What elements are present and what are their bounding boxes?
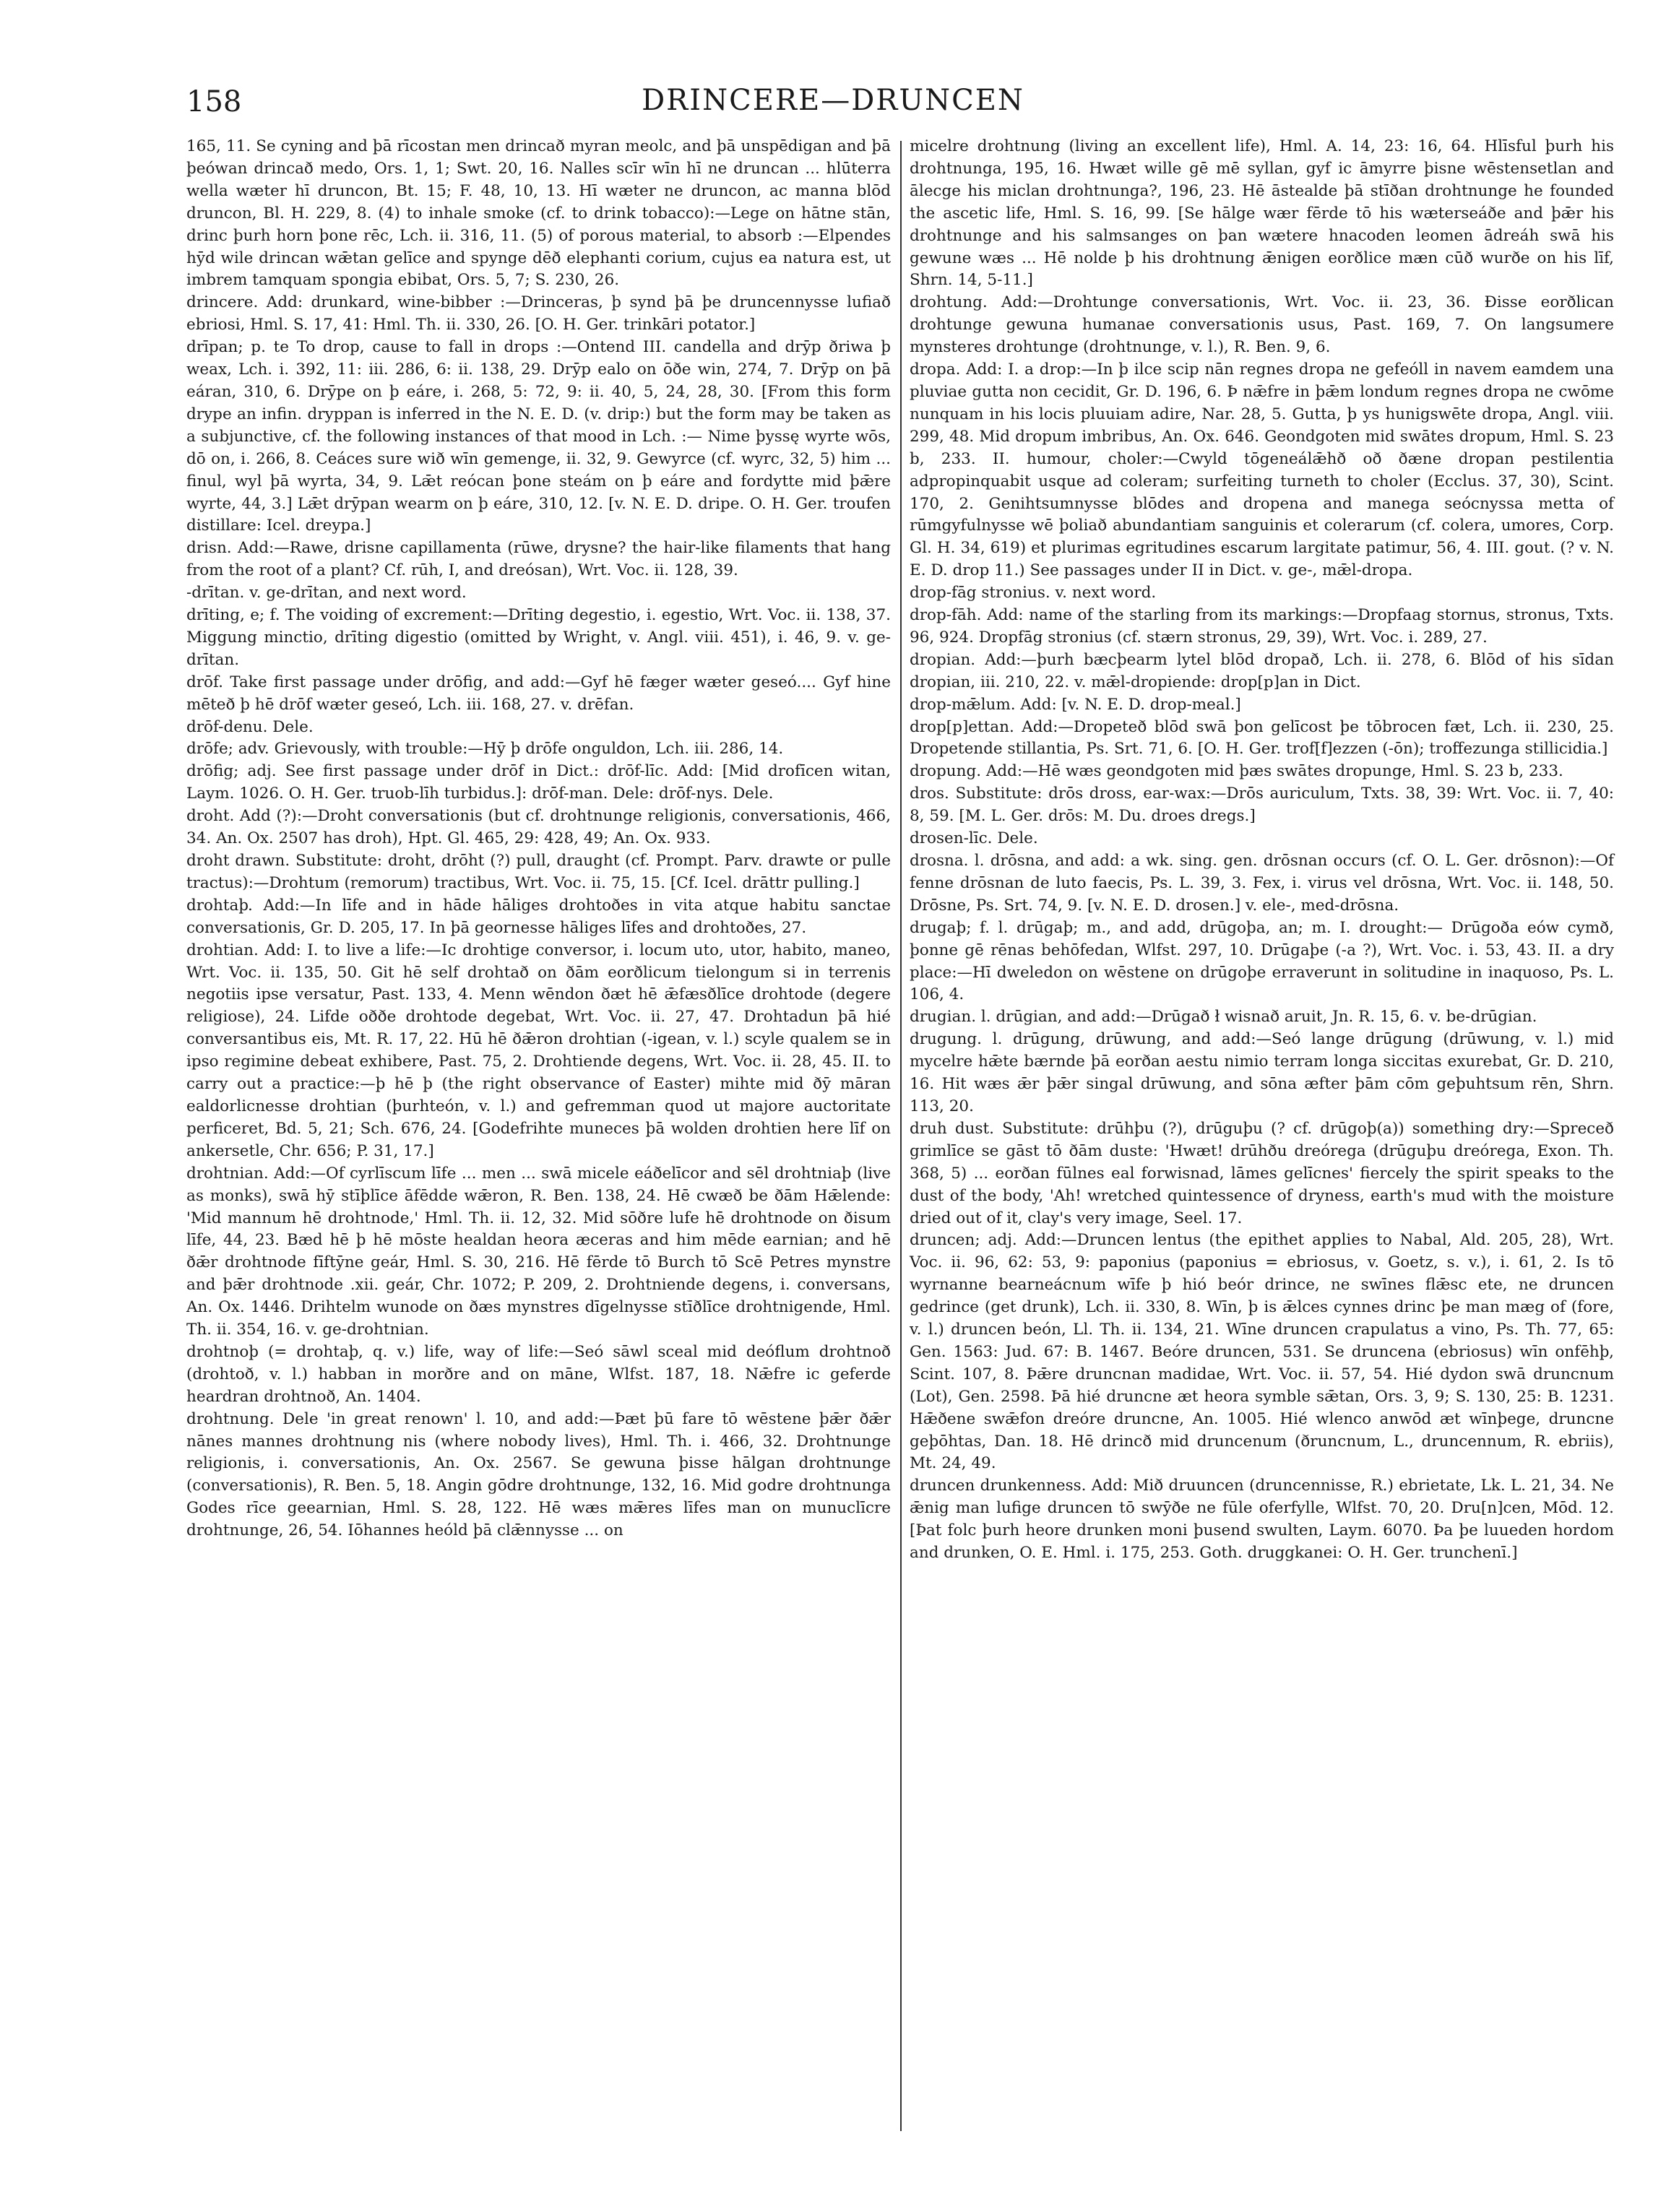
entry-droht-drawn: droht drawn. Substitute: droht, drōht (?) pull, draught (cf. Prompt. Parv. drawte or pulle tractus):—Drohtum (remorum) tractibus, Wrt. Voc. ii. 75, 15. [Cf. Icel. drāttr pulling.] <box>186 852 891 892</box>
entry-druncen-adj: druncen; adj. Add:—Druncen lentus (the epithet applies to Nabal, Ald. 205, 28), Wrt. Voc. ii. 96, 62: 53, 9: paponius (paponius = ebriosus, v. Goetz, s. v.), i. 61, 2. Is tō wyrnanne bearneácnum wīfe þ hió beór drince, ne swīnes flǣsc ete, ne druncen gedrince (get drunk), Lch. ii. 330, 8. Wīn, þ is ǣlces cynnes drinc þe man mæg of (fore, v. l.) druncen beón, Ll. Th. ii. 134, 21. Wīne druncen crapulatus a vino, Ps. Th. 77, 65: Gen. 1563: Jud. 67: B. 1467. Beóre druncen, 531. Se druncena (ebriosus) wīn onfēhþ, Scint. 107, 8. Þǣre druncnan madidae, Wrt. Voc. ii. 57, 54. Hié dydon swā druncnum (Lot), Gen. 2598. Þā hié druncne æt heora symble sǣtan, Ors. 3, 9; S. 130, 25: B. 1231. Hǣðene swǣfon dreóre druncne, An. 1005. Hié wlenco anwōd æt wīnþege, druncne geþōhtas, Dan. 18. Hē drincð mid druncenum (ðruncnum, L., druncennum, R. ebriis), Mt. 24, 49. <box>910 1231 1614 1473</box>
entry-drof-denu: drōf-denu. Dele. <box>186 717 314 736</box>
entry-drincan-continued: 165, 11. Se cyning and þā rīcostan men drincað myran meolc, and þā unspēdigan and þā þeówan drincað medo, Ors. 1, 1; Swt. 20, 16. Nalles scīr wīn hī ne druncan ... hlūterra wella wæter hī druncon, Bt. 15; F. 48, 10, 13. Hī wæter ne druncon, ac manna blōd druncon, Bl. H. 229, 8. (4) to inhale smoke (cf. to drink tobacco):—Lege on hātne stān, drinc þurh horn þone rēc, Lch. ii. 316, 11. (5) of porous material, to absorb :—Elpendes hȳd wile drincan wǣtan gelīce and spynge dēð elephanti corium, cujus ea natura est, ut imbrem tamquam spongia ebibat, Ors. 5, 7; S. 230, 26. <box>186 137 891 290</box>
entry-drohtnian: drohtnian. Add:—Of cyrlīscum līfe ... men ... swā micele eáðelīcor and sēl drohtniaþ (live as monks), swā hȳ stīþlīce āfēdde wǣron, R. Ben. 138, 24. Hē cwæð be ðām Hǣlende: 'Mid mannum hē drohtnode,' Hml. Th. ii. 12, 32. Mid sōðre lufe hē drohtnode on ðisum līfe, 44, 23. Bæd hē þ hē mōste healdan heora æceras and him mēde earnian; and hē ðǣr drohtnode fīftȳne geár, Hml. S. 30, 216. Hē fērde tō Burch tō Scē Petres mynstre and þǣr drohtnode .xii. geár, Chr. 1072; P. 209, 2. Drohtniende degens, i. conversans, An. Ox. 1446. Drihtelm wunode on ðæs mynstres dīgelnysse stīðlīce drohtnigende, Hml. Th. ii. 354, 16. v. ge-drohtnian. <box>186 1164 891 1339</box>
entry-dropian: dropian. Add:—þurh bæcþearm lytel blōd dropað, Lch. ii. 278, 6. Blōd of his sīdan dropian, iii. 210, 22. v. mǣl-dropiende: drop[p]an in Dict. <box>910 650 1614 691</box>
entry-drohtnung: drohtnung. Dele 'in great renown' l. 10, and add:—Þæt þū fare tō wēstene þǣr ðǣr nānes mannes drohtnung nis (where nobody lives), Hml. Th. i. 466, 32. Drohtnunge religionis, i. conversationis, An. Ox. 2567. Se gewuna þisse hālgan drohtnunge (conversationis), R. Ben. 5, 18. Angin gōdre drohtnunge, 132, 16. Mid godre drohtnunga Godes rīce geearnian, Hml. S. 28, 122. Hē wæs mǣres līfes man on munuclīcre drohtnunge, 26, 54. Iōhannes heóld þā clǣnnysse ... on <box>186 1409 891 1540</box>
entry-drop-maelum: drop-mǣlum. Add: [v. N. E. D. drop-meal.] <box>910 695 1241 714</box>
entry-drop-fah: drop-fāh. Add: name of the starling from its markings:—Dropfaag stornus, stronus, Txts. 96, 924. Dropfāg stronius (cf. stærn stronus, 29, 39), Wrt. Voc. i. 289, 27. <box>910 606 1614 647</box>
entry-druncen-noun: druncen drunkenness. Add: Mið druuncen (druncennisse, R.) ebrietate, Lk. L. 21, 34. Ne ǣnig man lufige druncen tō swȳðe ne fūle oferfylle, Wlfst. 70, 20. Dru[n]cen, Mōd. 12. [Þat folc þurh heore drunken moni þusend swulten, Laym. 6070. Þa þe luueden hordom and drunken, O. E. Hml. i. 175, 253. Goth. druggkanei: O. H. Ger. trunchenī.] <box>910 1477 1614 1563</box>
entry-drugap: drugaþ; f. l. drūgaþ; m., and add, drūgoþa, an; m. I. drought:— Drūgoða eów cymð, þonne gē rēnas behōfedan, Wlfst. 297, 10. Drūgaþe (-a ?), Wrt. Voc. i. 53, 43. II. a dry place:—Hī dweledon on wēstene on drūgoþe erraverunt in solitudine in inaquoso, Ps. L. 106, 4. <box>910 918 1614 1004</box>
entry-drugian: drugian. l. drūgian, and add:—Drūgað ł wisnað aruit, Jn. R. 15, 6. v. be-drūgian. <box>910 1008 1537 1027</box>
entry-drohtung: drohtung. Add:—Drohtunge conversationis, Wrt. Voc. ii. 23, 36. Ðisse eorðlican drohtunge gewuna humanae conversationis usus, Past. 169, 7. On langsumere mynsteres drohtunge (drohtnunge, v. l.), R. Ben. 9, 6. <box>910 293 1614 357</box>
entry-drop-fag: drop-fāg stronius. v. next word. <box>910 584 1157 602</box>
page-number: 158 <box>186 85 242 118</box>
entry-drofig: drōfig; adj. See first passage under drōf in Dict.: drōf-līc. Add: [Mid drofīcen witan, Laym. 1026. O. H. Ger. truob-līh turbidus.]: drōf-man. Dele: drōf-nys. Dele. <box>186 762 891 803</box>
column-divider <box>900 141 902 2131</box>
entry-droppettan: drop[p]ettan. Add:—Dropeteð blōd swā þon gelīcost þe tōbrocen fæt, Lch. ii. 230, 25. Dropetende stillantia, Ps. Srt. 71, 6. [O. H. Ger. trof[f]ezzen (-ōn); troffezunga stillicidia.] <box>910 717 1614 759</box>
entry-drosna: drosna. l. drōsna, and add: a wk. sing. gen. drōsnan occurs (cf. O. L. Ger. drōsnon):—Of fenne drōsnan de luto faecis, Ps. L. 39, 3. Fex, i. virus vel drōsna, Wrt. Voc. ii. 148, 50. Drōsne, Ps. Srt. 74, 9. [v. N. E. D. drosen.] v. ele-, med-drōsna. <box>910 852 1614 915</box>
entry-drugung: drugung. l. drūgung, drūwung, and add:—Seó lange drūgung (drūwung, v. l.) mid mycelre hǣte bærnde þā eorðan aestu nimio terram longa siccitas exurebat, Gr. D. 210, 16. Hit wæs ǣr þǣr singal drūwung, and sōna æfter þām cōm geþuhtsum rēn, Shrn. 113, 20. <box>910 1030 1614 1115</box>
entry-drohtap: drohtaþ. Add:—In līfe and in hāde hāliges drohtoðes in vita atque habitu sanctae conversationis, Gr. D. 205, 17. In þā geornesse hāliges līfes and drohtoðes, 27. <box>186 896 891 937</box>
entry-drincere: drincere. Add: drunkard, wine-bibber :—Drinceras, þ synd þā þe druncennysse lufiað ebriosi, Hml. S. 17, 41: Hml. Th. ii. 330, 26. [O. H. Ger. trinkāri potator.] <box>186 293 891 334</box>
entry-drohtnung-continued: micelre drohtnung (living an excellent life), Hml. A. 14, 23: 16, 64. Hlīsful þurh his drohtnunga, 195, 16. Hwæt wille gē mē syllan, gyf ic āmyrre þisne wēstensetlan and ālecge his miclan drohtnunga?, 196, 23. Hē āstealde þā stīðan drohtnunge he founded the ascetic life, Hml. S. 16, 99. [Se hālge wær fērde tō his wæterseáðe and þǣr his drohtnunge and his salmsanges on þan wætere hnacoden leomen ādreáh swā his gewune wæs ... Hē nolde þ his drohtnung ǣnigen eorðlice mæn cūð wurðe on his līf, Shrn. 14, 5-11.] <box>910 137 1614 290</box>
entry-dros: dros. Substitute: drōs dross, ear-wax:—Drōs auriculum, Txts. 38, 39: Wrt. Voc. ii. 7, 40: 8, 59. [M. L. Ger. drōs: M. Du. droes dregs.] <box>910 785 1614 826</box>
right-column <box>910 136 1614 1565</box>
entry-drosen-lic: drosen-līc. Dele. <box>910 829 1038 848</box>
entry-drof: drōf. Take first passage under drōfig, and add:—Gyf hē fæger wæter geseó.... Gyf hine mēteð þ hē drōf wæter geseó, Lch. iii. 168, 27. v. drēfan. <box>186 673 891 714</box>
entry-drisn: drisn. Add:—Rawe, drisne capillamenta (rūwe, drysne? the hair-like filaments that hang from the root of a plant? Cf. rūh, I, and dreósan), Wrt. Voc. ii. 128, 39. <box>186 539 891 580</box>
entry-druh: druh dust. Substitute: drūhþu (?), drūguþu (? cf. drūgoþ(a)) something dry:—Spreceð grimlīce se gāst tō ðām duste: 'Hwæt! drūhðu dreórega (drūguþu dreórega, Exon. Th. 368, 5) ... eorðan fūlnes eal forwisnad, lāmes gelīcnes' fiercely the spirit speaks to the dust of the body, 'Ah! wretched quintessence of dryness, earth's mud with the moisture dried out of it, clay's very image, Seel. 17. <box>910 1119 1614 1227</box>
entry-dropung: dropung. Add:—Hē wæs geondgoten mid þæs swātes dropunge, Hml. S. 23 b, 233. <box>910 762 1563 781</box>
entry-drohtian: drohtian. Add: I. to live a life:—Ic drohtige conversor, i. locum uto, utor, habito, maneo, Wrt. Voc. ii. 135, 50. Git hē self drohtað on ðām eorðlicum tielongum si in terrenis negotiis ipse versatur, Past. 133, 4. Menn wēndon ðæt hē ǣfæsðlīce drohtode (degere religiose), 24. Lifde oððe drohtode degebat, Wrt. Voc. ii. 27, 47. Drohtadun þā hié conversantibus eis, Mt. R. 17, 22. Hū hē ðǣron drohtian (-igean, v. l.) scyle qualem se in ipso regimine debeat exhibere, Past. 75, 2. Drohtiende degens, Wrt. Voc. ii. 28, 45. II. to carry out a practice:—þ hē þ (the right observance of Easter) mihte mid ðȳ māran ealdorlicnesse drohtian (þurhteón, v. l.) and gefremman quod ut majore auctoritate perficeret, Bd. 5, 21; Sch. 676, 24. [Godefrihte muneces þā wolden drohtien here līf on ankersetle, Chr. 656; P. 31, 17.] <box>186 941 891 1160</box>
entry-dritan: -drītan. v. ge-drītan, and next word. <box>186 584 467 602</box>
entry-drofe: drōfe; adv. Grievously, with trouble:—Hȳ þ drōfe onguldon, Lch. iii. 286, 14. <box>186 740 784 759</box>
left-column <box>186 136 891 1542</box>
entry-dripan: drīpan; p. te To drop, cause to fall in drops :—Ontend III. candella and drȳp ðriwa þ weax, Lch. i. 392, 11: iii. 286, 6: ii. 138, 29. Drȳp ealo on ōðe win, 274, 7. Drȳp on þā eáran, 310, 6. Drȳpe on þ eáre, i. 268, 5: 72, 9: ii. 40, 5, 24, 28, 30. [From this form drype an infin. dryppan is inferred in the N. E. D. (v. drip:) but the form may be taken as a subjunctive, cf. the following instances of that mood in Lch. :— Nime þyssę wyrte wōs, dō on, i. 266, 8. Ceáces sure wið wīn gemenge, ii. 32, 9. Gewyrce (cf. wyrc, 32, 5) him ... finul, wyl þā wyrta, 34, 9. Lǣt reócan þone steám on þ eáre and fordytte mid þǣre wyrte, 44, 3.] Lǣt drȳpan wearm on þ eáre, 310, 12. [v. N. E. D. dripe. O. H. Ger. troufen distillare: Icel. dreypa.] <box>186 338 891 535</box>
entry-droht: droht. Add (?):—Droht conversationis (but cf. drohtnunge religionis, conversationis, 466, 34. An. Ox. 2507 has droh), Hpt. Gl. 465, 29: 428, 49; An. Ox. 933. <box>186 807 891 848</box>
running-head: DRINCERE—DRUNCEN <box>642 84 1024 117</box>
entry-drohtnop: drohtnoþ (= drohtaþ, q. v.) life, way of life:—Seó sāwl sceal mid deóflum drohtnoð (drohtoð, v. l.) habban in morðre and on māne, Wlfst. 187, 18. Nǣfre ic geferde heardran drohtnoð, An. 1404. <box>186 1342 891 1406</box>
entry-dropa: dropa. Add: I. a drop:—In þ ilce scip nān regnes dropa ne gefeóll in navem eamdem una pluviae gutta non cecidit, Gr. D. 196, 6. Þ nǣfre in þǣm londum regnes dropa ne cwōme nunquam in his locis pluuiam adire, Nar. 28, 5. Gutta, þ ys hunigswēte dropa, Angl. viii. 299, 48. Mid dropum imbribus, An. Ox. 646. Geondgoten mid swātes dropum, Hml. S. 23 b, 233. II. humour, choler:—Cwyld tōgeneálǣhð oð ðæne dropan pestilentia adpropinquabit usque ad coleram; surfeiting turneth to choler (Ecclus. 37, 30), Scint. 170, 2. Genihtsumnysse blōdes and dropena and manega seócnyssa metta of rūmgyfulnysse wē þoliað abundantiam sanguinis et colerarum (cf. colera, umores, Corp. Gl. H. 34, 619) et plurimas egritudines escarum largitate patimur, 56, 4. III. gout. (? v. N. E. D. drop 11.) See passages under II in Dict. v. ge-, mǣl-dropa. <box>910 360 1614 580</box>
entry-driting: drīting, e; f. The voiding of excrement:—Drīting degestio, i. egestio, Wrt. Voc. ii. 138, 37. Miggung minctio, drīting digestio (omitted by Wright, v. Angl. viii. 451), i. 46, 9. v. ge-drītan. <box>186 606 891 669</box>
